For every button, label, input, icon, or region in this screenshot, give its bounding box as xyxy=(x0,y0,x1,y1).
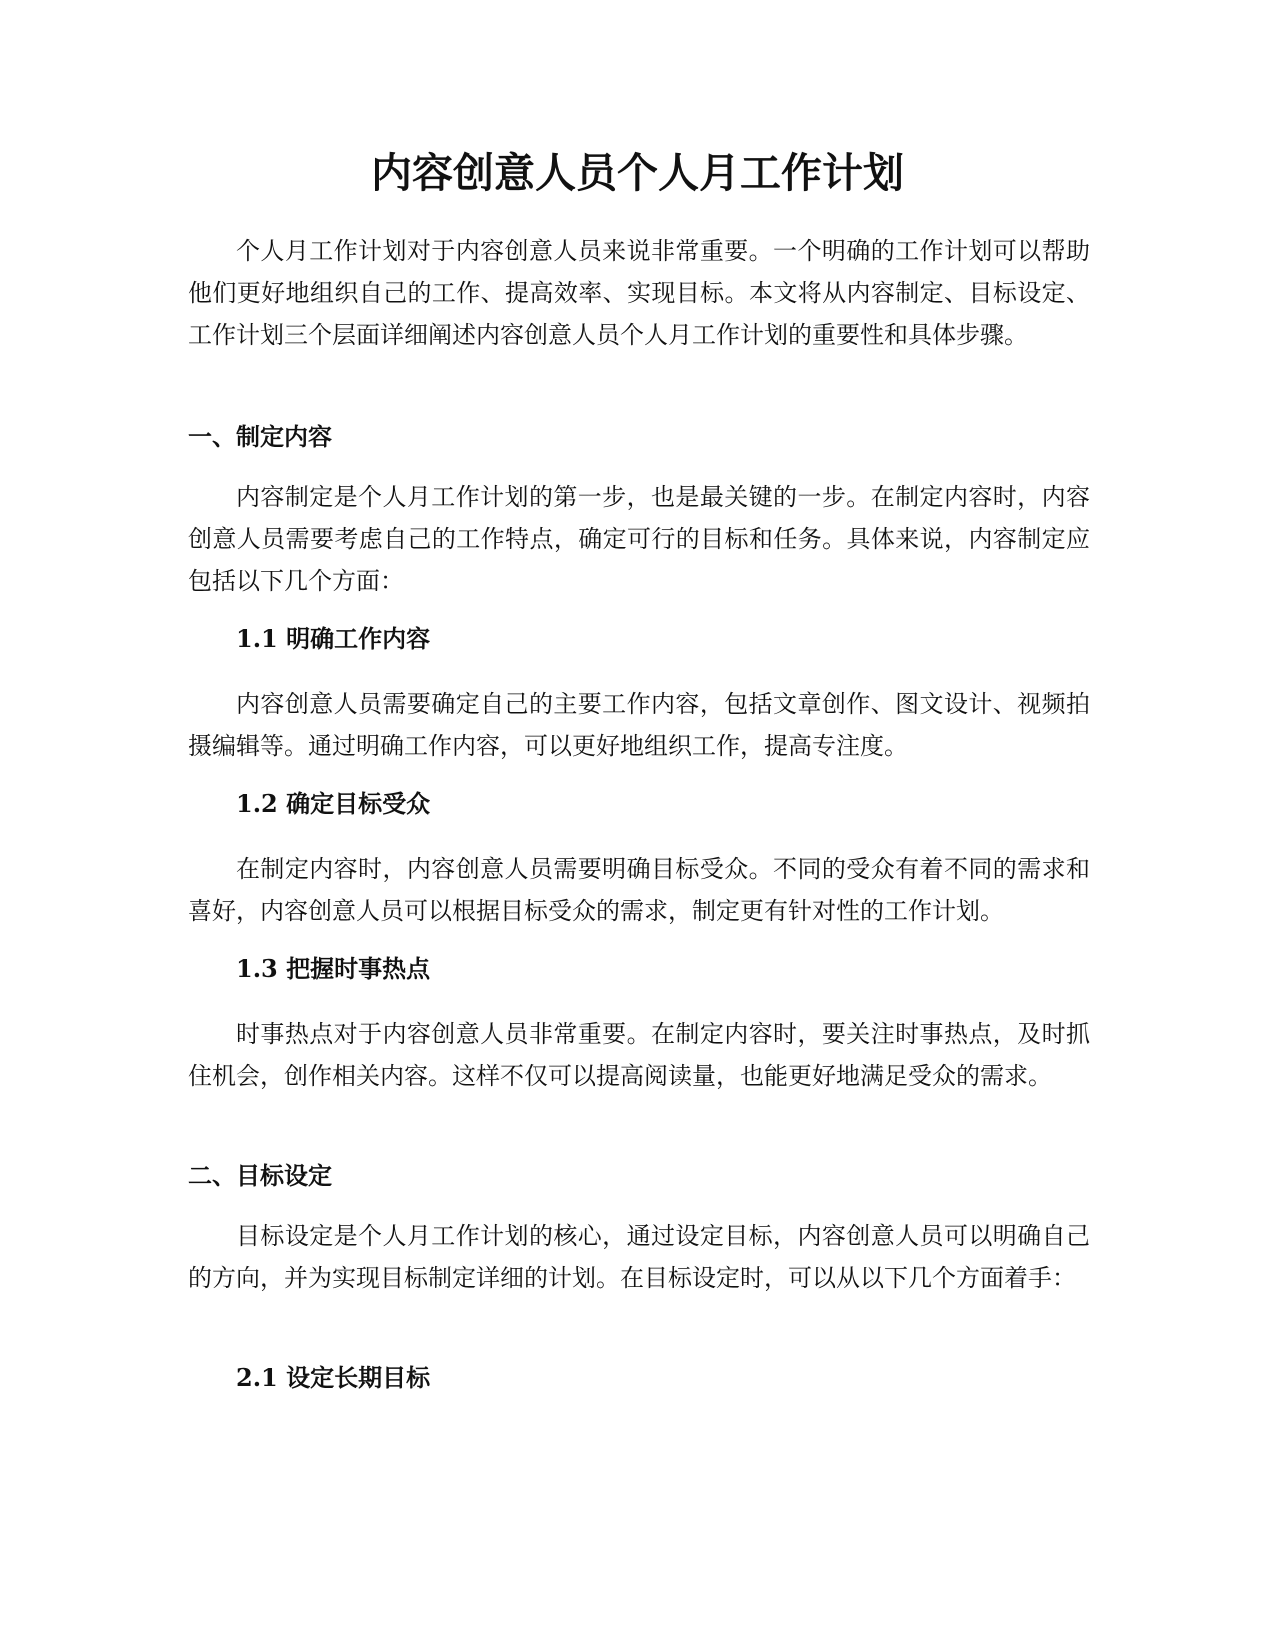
subsection-heading-1-1: 1.1 明确工作内容 xyxy=(236,624,431,653)
subsection-heading-1-3: 1.3 把握时事热点 xyxy=(236,954,431,983)
section-heading-1: 一、制定内容 xyxy=(188,423,332,451)
subsection-1-1-paragraph: 内容创意人员需要确定自己的主要工作内容，包括文章创作、图文设计、视频拍摄编辑等。通过明确工作内容，可以更好地组织工作，提高专注度。 xyxy=(188,690,1090,760)
subsection-heading-1-2: 1.2 确定目标受众 xyxy=(236,789,431,818)
subsection-heading-2-1: 2.1 设定长期目标 xyxy=(236,1363,431,1392)
subsection-1-2-paragraph: 在制定内容时，内容创意人员需要明确目标受众。不同的受众有着不同的需求和喜好，内容创意人员可以根据目标受众的需求，制定更有针对性的工作计划。 xyxy=(188,855,1090,925)
subsection-1-3-paragraph: 时事热点对于内容创意人员非常重要。在制定内容时，要关注时事热点，及时抓住机会，创作相关内容。这样不仅可以提高阅读量，也能更好地满足受众的需求。 xyxy=(188,1020,1090,1090)
section-2-paragraph: 目标设定是个人月工作计划的核心，通过设定目标，内容创意人员可以明确自己的方向，并为实现目标制定详细的计划。在目标设定时，可以从以下几个方面着手： xyxy=(188,1222,1090,1292)
section-heading-2: 二、目标设定 xyxy=(188,1162,332,1190)
intro-paragraph: 个人月工作计划对于内容创意人员来说非常重要。一个明确的工作计划可以帮助他们更好地组织自己的工作、提高效率、实现目标。本文将从内容制定、目标设定、工作计划三个层面详细阐述内容创意人员个人月工作计划的重要性和具体步骤。 xyxy=(188,237,1090,349)
document-title: 内容创意人员个人月工作计划 xyxy=(371,149,904,197)
section-1-paragraph: 内容制定是个人月工作计划的第一步，也是最关键的一步。在制定内容时，内容创意人员需要考虑自己的工作特点，确定可行的目标和任务。具体来说，内容制定应包括以下几个方面： xyxy=(188,483,1090,595)
